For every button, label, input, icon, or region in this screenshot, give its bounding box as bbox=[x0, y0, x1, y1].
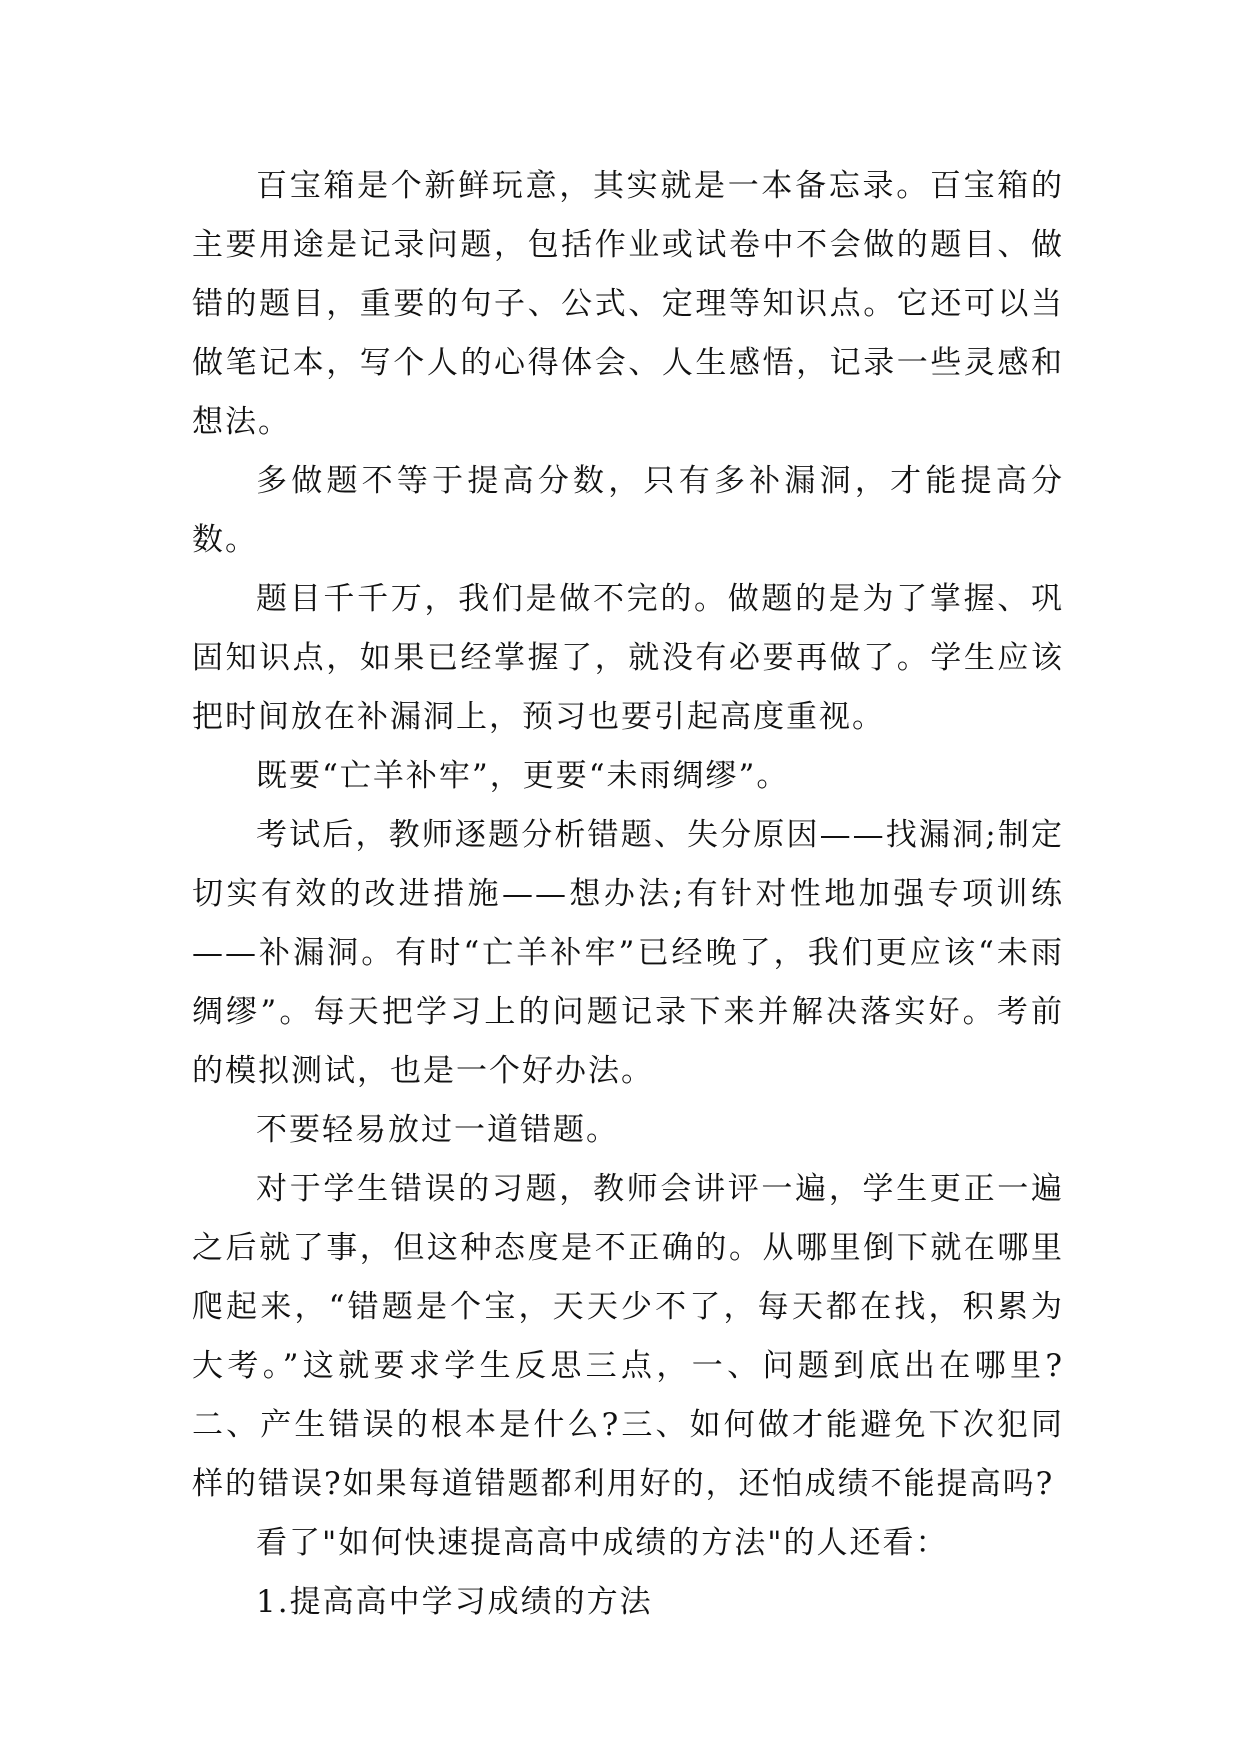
document-body bbox=[192, 157, 1064, 1632]
paragraph-4: 既要“亡羊补牢”，更要“未雨绸缪”。 bbox=[256, 758, 790, 794]
paragraph-2: 多做题不等于提高分数，只有多补漏洞，才能提高分数。 bbox=[192, 463, 1064, 558]
paragraph-6: 不要轻易放过一道错题。 bbox=[256, 1112, 619, 1148]
paragraph-3: 题目千千万，我们是做不完的。做题的是为了掌握、巩固知识点，如果已经掌握了，就没有必要再做了。学生应该把时间放在补漏洞上，预习也要引起高度重视。 bbox=[192, 581, 1064, 735]
paragraph-1: 百宝箱是个新鲜玩意，其实就是一本备忘录。百宝箱的主要用途是记录问题，包括作业或试卷中不会做的题目、做错的题目，重要的句子、公式、定理等知识点。它还可以当做笔记本，写个人的心得体会、人生感悟，记录一些灵感和想法。 bbox=[192, 168, 1064, 440]
related-link-1[interactable]: 1.提高高中学习成绩的方法 bbox=[256, 1584, 653, 1620]
paragraph-7: 对于学生错误的习题，教师会讲评一遍，学生更正一遍之后就了事，但这种态度是不正确的。从哪里倒下就在哪里爬起来，“错题是个宝，天天少不了，每天都在找，积累为大考。”这就要求学生反思三点，一、问题到底出在哪里?二、产生错误的根本是什么?三、如何做才能避免下次犯同样的错误?如果每道错题都利用好的，还怕成绩不能提高吗? bbox=[192, 1171, 1064, 1502]
related-heading: 看了"如何快速提高高中成绩的方法"的人还看： bbox=[256, 1525, 949, 1561]
paragraph-5: 考试后，教师逐题分析错题、失分原因——找漏洞;制定切实有效的改进措施——想办法;有针对性地加强专项训练——补漏洞。有时“亡羊补牢”已经晚了，我们更应该“未雨绸缪”。每天把学习上的问题记录下来并解决落实好。考前的模拟测试，也是一个好办法。 bbox=[192, 817, 1064, 1089]
